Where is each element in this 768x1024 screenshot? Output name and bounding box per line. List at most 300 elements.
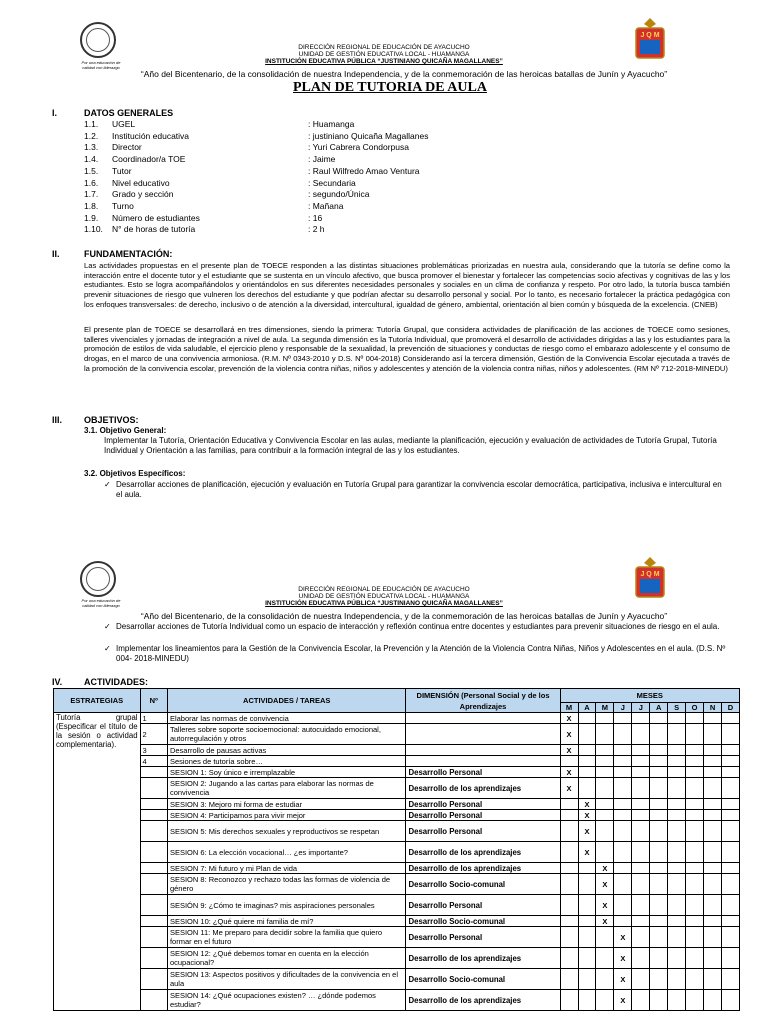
table-row (54, 895, 740, 916)
table-row (54, 778, 740, 799)
month-cell (560, 810, 578, 821)
activity-cell: SESION 2: Jugando a las cartas para elaborar las normas de convivencia (167, 778, 406, 799)
month-cell (560, 863, 578, 874)
month-cell (668, 724, 686, 745)
data-row-coordinator: 1.4. Coordinador/a TOE : Jaime (84, 154, 336, 165)
month-cell (722, 916, 740, 927)
activity-cell: SESION 3: Mejoro mi forma de estudiar (167, 799, 406, 810)
month-cell (596, 948, 614, 969)
dimension-cell: Desarrollo Personal (406, 767, 560, 778)
month-cell (632, 874, 650, 895)
month-cell (704, 863, 722, 874)
month-cell: X (560, 778, 578, 799)
strategy-cell: Tutoría grupal (Especificar el título de la sesión o actividad complementaria). (54, 713, 141, 1011)
logo-caption-2: Por una educación de calidad con liderazgo (81, 598, 121, 608)
activity-cell: Elaborar las normas de convivencia (167, 713, 406, 724)
month-cell (650, 969, 668, 990)
activities-table (53, 688, 740, 1011)
month-cell (614, 895, 632, 916)
month-cell (704, 756, 722, 767)
month-cell (596, 927, 614, 948)
col-number: Nº (140, 689, 167, 713)
section-heading-3: III. OBJETIVOS: (52, 415, 139, 425)
table-row (54, 863, 740, 874)
dimension-cell: Desarrollo Personal (406, 927, 560, 948)
data-row-ugel: 1.1. UGEL : Huamanga (84, 119, 355, 129)
month-cell (686, 778, 704, 799)
month-cell (560, 927, 578, 948)
month-cell (614, 778, 632, 799)
month-cell (578, 895, 596, 916)
month-header: N (704, 703, 722, 713)
activity-cell: SESION 5: Mis derechos sexuales y reproductivos se respetan (167, 821, 406, 842)
row-number (140, 916, 167, 927)
table-row (54, 713, 740, 724)
activity-cell: SESION 11: Me preparo para decidir sobre la familia que quiero formar en el futuro (167, 927, 406, 948)
month-cell (650, 778, 668, 799)
month-cell (578, 948, 596, 969)
month-cell (686, 745, 704, 756)
month-cell (614, 799, 632, 810)
month-cell (632, 842, 650, 863)
month-cell (578, 713, 596, 724)
month-cell (704, 713, 722, 724)
month-cell (722, 821, 740, 842)
month-cell (578, 990, 596, 1011)
dimension-cell: Desarrollo de los aprendizajes (406, 778, 560, 799)
dimension-cell: Desarrollo Personal (406, 810, 560, 821)
month-cell (632, 916, 650, 927)
activity-cell: SESION 4: Participamos para vivir mejor (167, 810, 406, 821)
institution-header-2: DIRECCIÓN REGIONAL DE EDUCACIÓN DE AYACUCHO UNIDAD DE GESTIÓN EDUCATIVA LOCAL - HUAMANGA INSTITUCIÓN EDUCATIVA PÚBLICA “JUSTINIANO QUICAÑA MAGALLANES” (265, 586, 503, 607)
month-cell (614, 767, 632, 778)
month-cell (722, 842, 740, 863)
data-row-hours: 1.10. N° de horas de tutoría : 2 h (84, 224, 325, 235)
logo-caption: Por una educación de calidad con liderazgo (81, 60, 121, 70)
table-row (54, 745, 740, 756)
month-cell (560, 969, 578, 990)
month-cell (632, 948, 650, 969)
col-dimension: DIMENSIÓN (Personal Social y de los Aprendizajes (406, 689, 560, 713)
month-cell (686, 810, 704, 821)
month-cell: X (578, 842, 596, 863)
month-cell (668, 895, 686, 916)
fundamentacion-paragraph-2: El presente plan de TOECE se desarrollará en tres dimensiones, siendo la primera: Tutoría Grupal, que considera actividades de planificación de las acciones de TOECE como sesiones, talleres vivenciales y jornadas de integración a nivel de aula. La segunda dimensión es la Tutoría Individual, que promoverá el desarrollo de actividades dirigidas a las y los estudiantes para la promoción de estilos de vida saludable, el ejercicio pleno y responsable de la sexualidad, la prevención de situaciones y conductas de riesgo como el embarazo adolescente y el consumo de drogas, en el marco de una convivencia armoniosa. (R.M. Nº 0343-2010 y D.S. Nº 004-2018) Considerando así la tercera dimensión, Gestión de la Convivencia Escolar ejecutada a través de la promoción de la convivencia escolar, prevención de la violencia contra niñas, niños y adolescentes y atención de la violencia contra niñas, niños y adolescentes. (RM Nº 712-2018-MINEDU) (84, 325, 730, 373)
month-header: O (686, 703, 704, 713)
specific-objective-2: ✓ Desarrollar acciones de Tutoría Individual como un espacio de interacción y reflexión continua entre docentes y estudiantes para prevenir situaciones de riesgo en el aula. (104, 622, 730, 632)
month-cell (614, 842, 632, 863)
table-row (54, 799, 740, 810)
month-cell (596, 756, 614, 767)
month-header: J (614, 703, 632, 713)
month-cell (722, 756, 740, 767)
month-cell (668, 916, 686, 927)
month-cell (560, 990, 578, 1011)
month-cell (704, 948, 722, 969)
month-cell (722, 767, 740, 778)
month-cell (722, 969, 740, 990)
activity-cell: Sesiones de tutoría sobre… (167, 756, 406, 767)
month-cell (650, 713, 668, 724)
row-number: 3 (140, 745, 167, 756)
table-row (54, 874, 740, 895)
month-cell (722, 778, 740, 799)
month-cell (704, 969, 722, 990)
activity-cell: SESION 13: Aspectos positivos y dificultades de la convivencia en el aula (167, 969, 406, 990)
institution-header: DIRECCIÓN REGIONAL DE EDUCACIÓN DE AYACUCHO UNIDAD DE GESTIÓN EDUCATIVA LOCAL - HUAMANGA INSTITUCIÓN EDUCATIVA PÚBLICA “JUSTINIANO QUICAÑA MAGALLANES” (265, 44, 503, 65)
month-cell (578, 969, 596, 990)
month-cell (722, 863, 740, 874)
month-cell (650, 767, 668, 778)
crest-letters: J Q M (640, 32, 660, 39)
row-number (140, 821, 167, 842)
month-cell (668, 778, 686, 799)
month-cell (560, 874, 578, 895)
specific-objective-3: ✓ Implementar los lineamientos para la Gestión de la Convivencia Escolar, la Prevención y la Atención de la Violencia Contra Niñas, Niños y Adolescentes en el aula. (D.S. Nº 004- 2018-MINEDU) (104, 644, 730, 663)
data-row-grade: 1.7. Grado y sección : segundo/Única (84, 189, 370, 200)
month-cell (650, 863, 668, 874)
month-cell (632, 713, 650, 724)
month-cell (596, 842, 614, 863)
month-cell (668, 969, 686, 990)
month-cell (560, 916, 578, 927)
month-cell (578, 756, 596, 767)
month-cell (668, 874, 686, 895)
month-cell (686, 895, 704, 916)
month-cell (686, 927, 704, 948)
row-number (140, 990, 167, 1011)
col-activities: ACTIVIDADES / TAREAS (167, 689, 406, 713)
month-cell (668, 863, 686, 874)
month-cell: X (560, 713, 578, 724)
row-number (140, 810, 167, 821)
data-row-students: 1.9. Número de estudiantes : 16 (84, 212, 323, 223)
month-cell (632, 724, 650, 745)
month-cell (596, 799, 614, 810)
row-number: 1 (140, 713, 167, 724)
col-strategies: ESTRATEGIAS (54, 689, 141, 713)
month-cell (704, 778, 722, 799)
activity-cell: SESION 12: ¿Qué debemos tomar en cuenta en la elección ocupacional? (167, 948, 406, 969)
activity-cell: SESION 1: Soy único e irremplazable (167, 767, 406, 778)
month-header: J (632, 703, 650, 713)
activity-cell: SESION 10: ¿Qué quiere mi familia de mí? (167, 916, 406, 927)
month-cell (686, 948, 704, 969)
table-row (54, 927, 740, 948)
month-cell (650, 810, 668, 821)
month-cell (578, 724, 596, 745)
table-row (54, 767, 740, 778)
month-cell (722, 745, 740, 756)
month-cell (614, 810, 632, 821)
dimension-cell: Desarrollo de los aprendizajes (406, 842, 560, 863)
month-cell (686, 842, 704, 863)
month-cell (632, 799, 650, 810)
row-number (140, 948, 167, 969)
month-cell (686, 821, 704, 842)
activities-body (54, 713, 740, 1011)
month-cell (632, 863, 650, 874)
month-cell (722, 799, 740, 810)
row-number: 2 (140, 724, 167, 745)
month-header: A (578, 703, 596, 713)
dimension-cell: Desarrollo Socio-comunal (406, 874, 560, 895)
month-cell (668, 767, 686, 778)
dimension-cell: Desarrollo de los aprendizajes (406, 990, 560, 1011)
fundamentacion-paragraph-1: Las actividades propuestas en el presente plan de TOECE responden a las distintas situaciones problemáticas priorizadas en nuestra aula, considerando que la tutoría se define como la interacción entre el docente tutor y el estudiante que se sustenta en un vínculo afectivo, que busca promover el bienestar y fortalecer las competencias socio afectivas y cognitivas de las y los estudiantes. Esto se logra acompañándolos y orientándolos en sus diferentes necesidades personales y sociales en un clima de confianza y respeto. Por otro lado, la tutoría busca también prevenir situaciones de riesgo que vulneren los derechos del estudiante y que podrían afectar su desarrollo personal y social. Por lo tanto, es necesario fortalecer la práctica pedagógica con los enfoques transversales: de derecho, inclusivo o de atención a la diversidad, intercultural, igualdad de género, ambiental, orientación al bien común y búsqueda de la excelencia. (CNEB) (84, 261, 730, 309)
table-row (54, 969, 740, 990)
data-row-institution: 1.2. Institución educativa : justiniano Quicaña Magallanes (84, 130, 429, 141)
year-motto-2: “Año del Bicentenario, de la consolidación de nuestra Independencia, y de la conmemoración de las heroicas batallas de Junín y Ayacucho” (140, 611, 668, 621)
specific-objective-1: ✓ Desarrollar acciones de planificación, ejecución y evaluación en Tutoría Grupal para garantizar la convivencia escolar democrática, participativa, inclusiva e intercultural en el aula. (104, 480, 730, 499)
table-row (54, 756, 740, 767)
month-cell (650, 874, 668, 895)
month-cell (596, 778, 614, 799)
month-cell (578, 927, 596, 948)
month-cell (578, 745, 596, 756)
month-cell: X (614, 927, 632, 948)
table-row (54, 948, 740, 969)
dimension-cell (406, 713, 560, 724)
month-cell (668, 948, 686, 969)
dimension-cell (406, 756, 560, 767)
activity-cell: SESION 14: ¿Qué ocupaciones existen? … ¿dónde podemos estudiar? (167, 990, 406, 1011)
general-objective-text: Implementar la Tutoría, Orientación Educativa y Convivencia Escolar en las aulas, mediante la planificación, ejecución y evaluación de actividades de Tutoría Grupal, Tutoría Individual y Orientación a las familias, para contribuir a la formación integral de las y los estudiantes. (104, 436, 717, 455)
month-cell (686, 767, 704, 778)
month-cell (650, 745, 668, 756)
month-cell (560, 821, 578, 842)
month-header: A (650, 703, 668, 713)
month-cell: X (614, 969, 632, 990)
month-cell (614, 756, 632, 767)
month-cell (668, 756, 686, 767)
dimension-cell: Desarrollo Personal (406, 799, 560, 810)
section-heading-4: IV. ACTIVIDADES: (52, 677, 149, 687)
month-cell (596, 990, 614, 1011)
month-cell (614, 863, 632, 874)
month-cell (704, 990, 722, 1011)
month-cell (686, 969, 704, 990)
activity-cell: SESIÓN 9: ¿Cómo te imaginas? mis aspiraciones personales (167, 895, 406, 916)
month-cell (596, 821, 614, 842)
dimension-cell: Desarrollo Personal (406, 895, 560, 916)
month-cell (596, 724, 614, 745)
month-cell (722, 713, 740, 724)
data-row-tutor: 1.5. Tutor : Raul Wilfredo Amao Ventura (84, 165, 420, 176)
month-cell (632, 810, 650, 821)
month-header: M (560, 703, 578, 713)
month-cell (596, 767, 614, 778)
month-cell (686, 874, 704, 895)
row-number (140, 874, 167, 895)
month-cell: X (596, 916, 614, 927)
month-cell (668, 713, 686, 724)
dimension-cell (406, 724, 560, 745)
month-cell (704, 767, 722, 778)
month-cell (668, 799, 686, 810)
month-cell (614, 713, 632, 724)
row-number (140, 969, 167, 990)
month-cell: X (596, 895, 614, 916)
month-cell (578, 863, 596, 874)
month-cell (560, 895, 578, 916)
month-cell (650, 990, 668, 1011)
month-cell: X (560, 767, 578, 778)
month-cell (686, 990, 704, 1011)
month-cell (632, 927, 650, 948)
month-cell (596, 810, 614, 821)
month-cell: X (596, 863, 614, 874)
month-cell: X (578, 821, 596, 842)
month-cell (704, 821, 722, 842)
month-cell (704, 799, 722, 810)
month-cell (578, 778, 596, 799)
month-cell (578, 916, 596, 927)
month-header: S (668, 703, 686, 713)
month-cell: X (578, 810, 596, 821)
month-cell (632, 767, 650, 778)
activity-cell: Talleres sobre soporte socioemocional: autocuidado emocional, autorregulación y otros (167, 724, 406, 745)
general-data-list (84, 119, 429, 236)
data-row-shift: 1.8. Turno : Mañana (84, 200, 344, 211)
section-heading-2: II. FUNDAMENTACIÓN: (52, 249, 173, 259)
month-cell (632, 745, 650, 756)
row-number (140, 767, 167, 778)
month-cell (614, 745, 632, 756)
month-cell (668, 810, 686, 821)
table-row (54, 990, 740, 1011)
table-row (54, 821, 740, 842)
section-heading-1: I. DATOS GENERALES (52, 108, 174, 118)
row-number (140, 863, 167, 874)
month-cell (596, 745, 614, 756)
month-cell (614, 874, 632, 895)
data-row-level: 1.6. Nivel educativo : Secundaria (84, 177, 356, 188)
month-cell (704, 842, 722, 863)
month-cell (596, 713, 614, 724)
month-cell (686, 756, 704, 767)
month-cell: X (614, 948, 632, 969)
dimension-cell: Desarrollo Personal (406, 821, 560, 842)
month-cell (704, 724, 722, 745)
row-number: 4 (140, 756, 167, 767)
row-number (140, 799, 167, 810)
month-cell (614, 724, 632, 745)
general-objective-title: 3.1. Objetivo General: (84, 426, 167, 435)
data-row-director: 1.3. Director : Yuri Cabrera Condorpusa (84, 142, 409, 153)
month-cell (704, 916, 722, 927)
row-number (140, 895, 167, 916)
month-cell: X (560, 724, 578, 745)
month-cell (560, 799, 578, 810)
month-cell (704, 927, 722, 948)
month-cell (650, 724, 668, 745)
dimension-cell: Desarrollo de los aprendizajes (406, 948, 560, 969)
col-months: MESES (560, 689, 739, 703)
month-cell (722, 874, 740, 895)
month-cell (668, 990, 686, 1011)
month-cell (686, 724, 704, 745)
month-cell (650, 799, 668, 810)
month-cell (722, 724, 740, 745)
month-cell: X (614, 990, 632, 1011)
month-cell (560, 842, 578, 863)
month-cell (722, 990, 740, 1011)
crest-letters-2: J Q M (640, 571, 660, 578)
year-motto: “Año del Bicentenario, de la consolidación de nuestra Independencia, y de la conmemoración de las heroicas batallas de Junín y Ayacucho” (140, 69, 668, 79)
month-cell (560, 756, 578, 767)
month-cell (632, 990, 650, 1011)
dimension-cell: Desarrollo Socio-comunal (406, 969, 560, 990)
activity-cell: SESION 8: Reconozco y rechazo todas las formas de violencia de género (167, 874, 406, 895)
month-cell (668, 927, 686, 948)
month-header: D (722, 703, 740, 713)
month-cell (650, 916, 668, 927)
month-cell (650, 756, 668, 767)
month-cell: X (560, 745, 578, 756)
table-row (54, 810, 740, 821)
month-cell (686, 713, 704, 724)
month-cell (686, 916, 704, 927)
dimension-cell (406, 745, 560, 756)
month-cell (596, 969, 614, 990)
dimension-cell: Desarrollo de los aprendizajes (406, 863, 560, 874)
row-number (140, 842, 167, 863)
month-cell (668, 821, 686, 842)
month-cell (650, 927, 668, 948)
month-cell (632, 821, 650, 842)
month-cell (650, 821, 668, 842)
month-cell (614, 916, 632, 927)
month-cell (686, 799, 704, 810)
month-cell (668, 745, 686, 756)
month-header: M (596, 703, 614, 713)
dimension-cell: Desarrollo Socio-comunal (406, 916, 560, 927)
month-cell: X (578, 799, 596, 810)
month-cell (632, 969, 650, 990)
month-cell (632, 778, 650, 799)
table-row (54, 724, 740, 745)
month-cell (704, 810, 722, 821)
month-cell (722, 810, 740, 821)
month-cell (704, 874, 722, 895)
activity-cell: SESION 7: Mi futuro y mi Plan de vida (167, 863, 406, 874)
month-cell (614, 821, 632, 842)
month-cell (704, 895, 722, 916)
table-row (54, 842, 740, 863)
month-cell: X (596, 874, 614, 895)
month-cell (632, 756, 650, 767)
page-title: PLAN DE TUTORIA DE AULA (293, 80, 487, 95)
month-cell (722, 927, 740, 948)
month-cell (578, 874, 596, 895)
activity-cell: SESION 6: La elección vocacional… ¿es importante? (167, 842, 406, 863)
month-cell (686, 863, 704, 874)
month-cell (650, 948, 668, 969)
row-number (140, 778, 167, 799)
specific-objectives-title: 3.2. Objetivos Específicos: (84, 469, 186, 478)
activity-cell: Desarrollo de pausas activas (167, 745, 406, 756)
month-cell (704, 745, 722, 756)
month-cell (560, 948, 578, 969)
month-cell (722, 948, 740, 969)
month-cell (650, 895, 668, 916)
row-number (140, 927, 167, 948)
month-cell (578, 767, 596, 778)
month-cell (650, 842, 668, 863)
month-cell (668, 842, 686, 863)
month-cell (632, 895, 650, 916)
